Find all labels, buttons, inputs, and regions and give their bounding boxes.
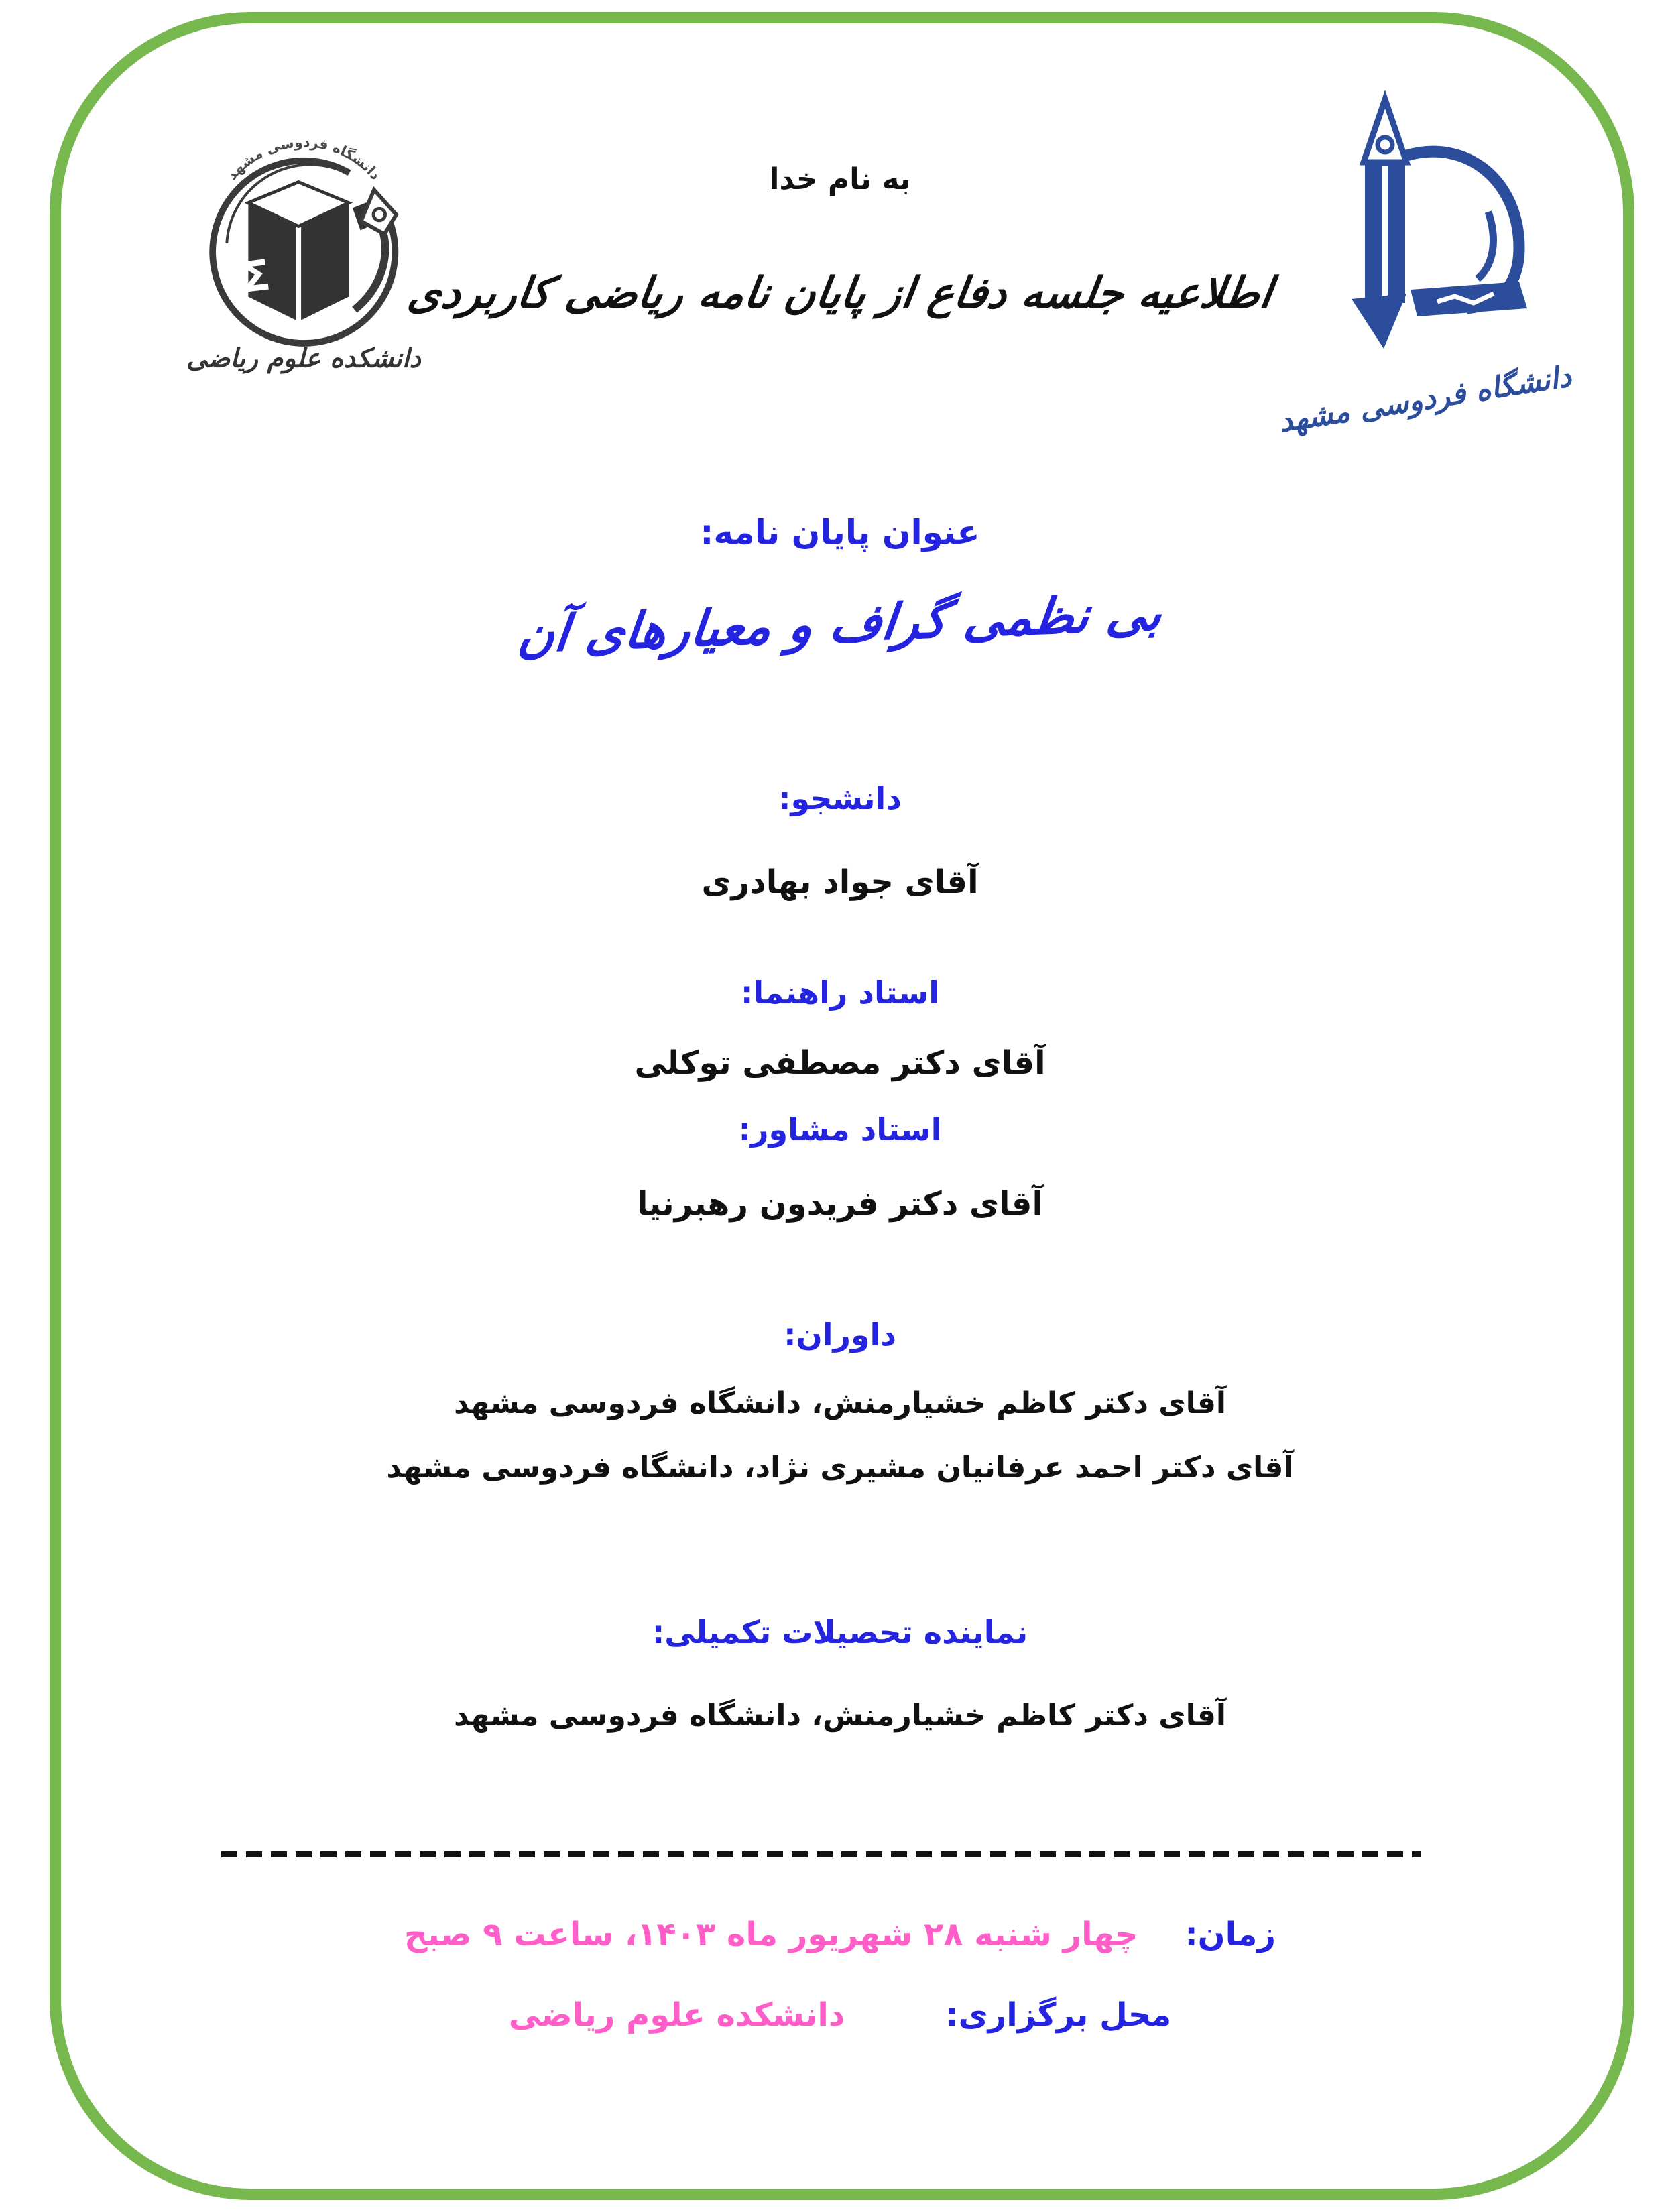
advisor-name: آقای دکتر فریدون رهبرنیا <box>637 1185 1043 1223</box>
pen-nib-icon <box>1364 99 1406 162</box>
left-logo-bottom-text: دانشکده علوم ریاضی <box>186 343 421 374</box>
supervisor-label: استاد راهنما: <box>740 975 940 1011</box>
time-value: چهار شنبه ۲۸ شهریور ماه ۱۴۰۳، ساعت ۹ صبح <box>404 1916 1138 1953</box>
judge-name: آقای دکتر کاظم خشیارمنش، دانشگاه فردوسی مشهد <box>453 1386 1227 1420</box>
judge-name: آقای دکتر احمد عرفانیان مشیری نژاد، دانشگاه فردوسی مشهد <box>386 1451 1294 1485</box>
left-logo-arc-text: دانشگاه فردوسی مشهد <box>223 134 384 183</box>
thesis-title: بی نظمی گراف و معیارهای آن <box>515 584 1165 664</box>
math-faculty-logo <box>186 93 421 387</box>
bismillah-text: به نام خدا <box>769 162 911 196</box>
grad-rep-label: نماینده تحصیلات تکمیلی: <box>652 1614 1028 1650</box>
grad-rep-name: آقای دکتر کاظم خشیارمنش، دانشگاه فردوسی مشهد <box>453 1699 1227 1733</box>
supervisor-name: آقای دکتر مصطفی توکلی <box>634 1044 1046 1082</box>
thesis-title-label: عنوان پایان نامه: <box>700 513 980 552</box>
location-value: دانشکده علوم ریاضی <box>508 1996 845 2034</box>
sigma-icon: Σ <box>239 250 274 302</box>
student-name: آقای جواد بهادری <box>701 863 979 901</box>
math-faculty-logo-graphic <box>186 93 421 387</box>
location-row <box>0 1992 1680 2039</box>
ferdowsi-university-logo <box>1272 80 1581 442</box>
right-logo-caption: دانشگاه فردوسی مشهد <box>1276 359 1574 440</box>
location-label: محل برگزاری: <box>945 1996 1172 2034</box>
announcement-title: اطلاعیه جلسه دفاع از پایان نامه ریاضی کاربردی <box>404 269 1276 318</box>
ferdowsi-logo-graphic <box>1272 80 1581 442</box>
time-label: زمان: <box>1185 1916 1276 1953</box>
student-label: دانشجو: <box>778 780 902 816</box>
advisor-label: استاد مشاور: <box>738 1111 942 1148</box>
time-row <box>0 1912 1680 1959</box>
judges-label: داوران: <box>784 1316 896 1353</box>
divider-dashed-line <box>221 1851 1421 1857</box>
